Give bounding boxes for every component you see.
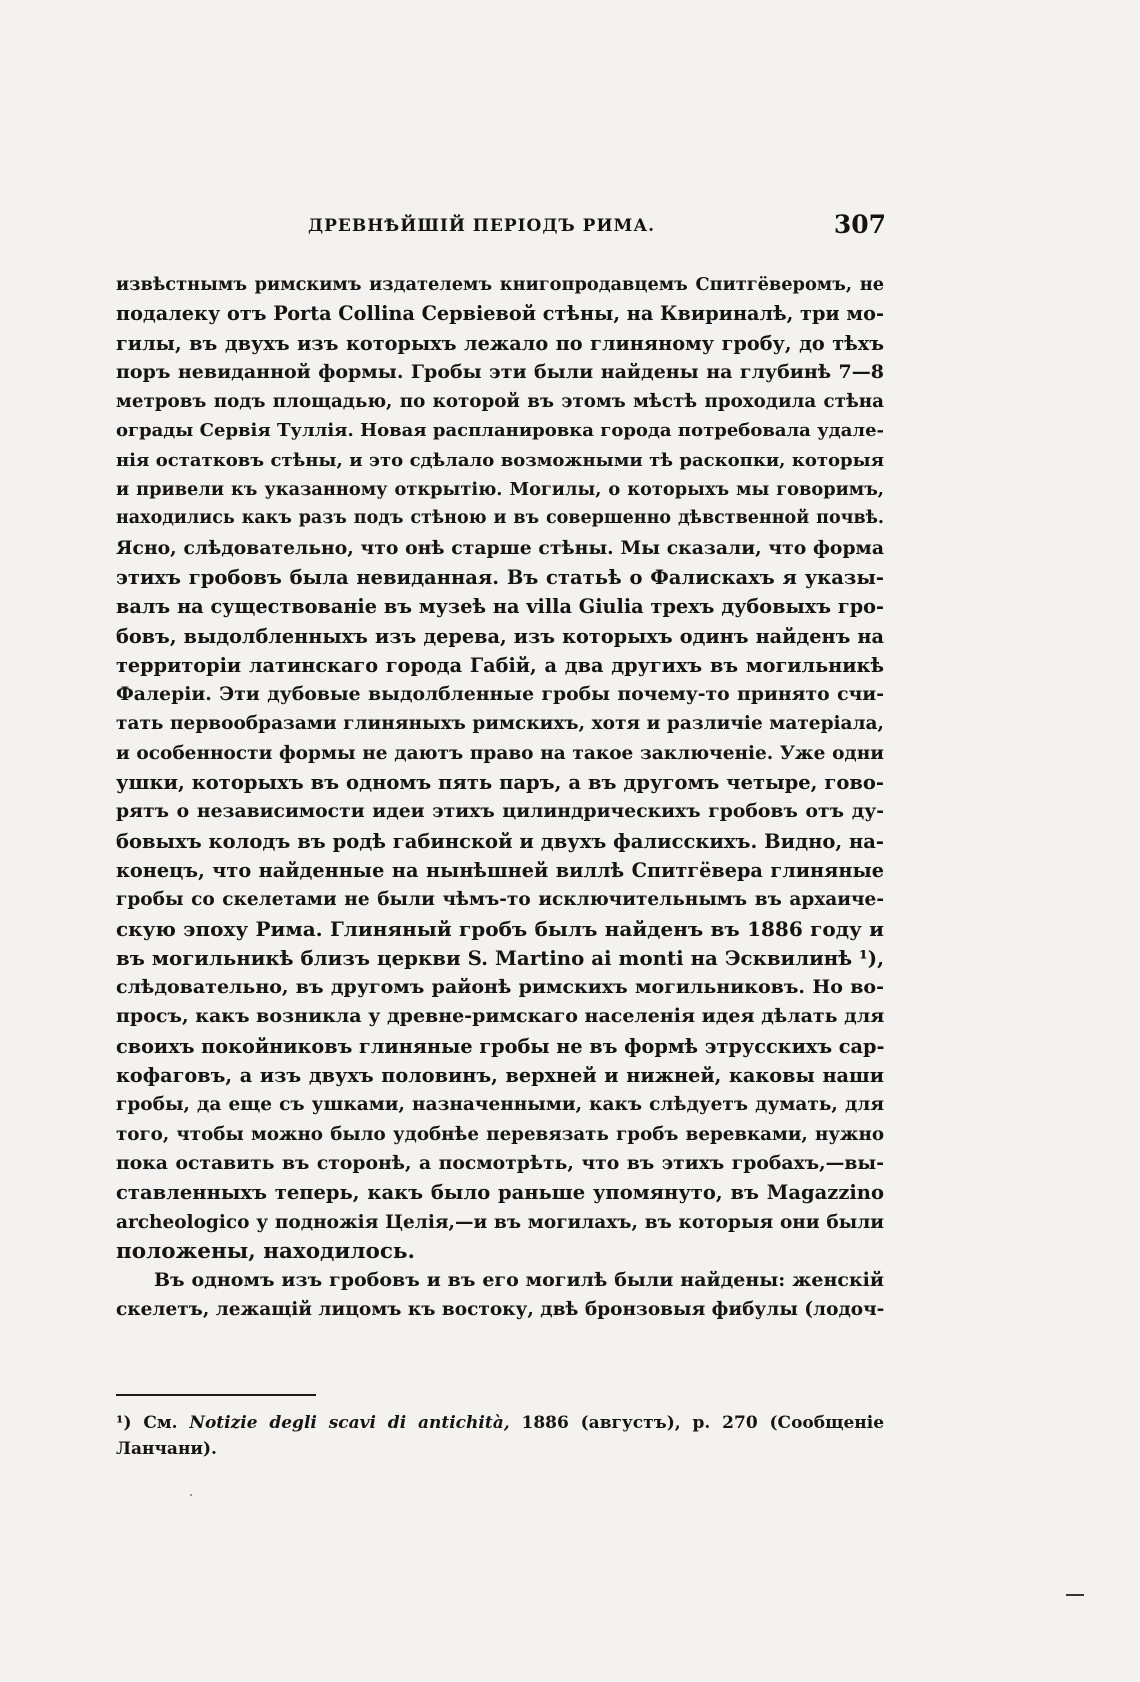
text-line: гилы, въ двухъ изъ которыхъ лежало по глиняному гробу, до тѣхъ — [116, 331, 884, 355]
text-line: ушки, которыхъ въ одномъ пять паръ, а въ другомъ четыре, гово- — [116, 771, 884, 795]
text-line: конецъ, что найденные на нынѣшней виллѣ Спитгёвера глиняные — [116, 858, 884, 882]
text-line: этихъ гробовъ была невиданная. Въ статьѣ о Фалискахъ я указы- — [116, 565, 884, 589]
text-line: того, чтобы можно было удобнѣе перевязать гробъ веревками, нужно — [116, 1123, 884, 1145]
footnote-line-2: Ланчани). — [116, 1439, 217, 1459]
text-line: archeologico у подножія Целія,—и въ могилахъ, въ которыя они были — [116, 1211, 884, 1233]
text-line: Въ одномъ изъ гробовъ и въ его могилѣ были найдены: женскій — [154, 1269, 884, 1292]
text-line: скелетъ, лежащій лицомъ къ востоку, двѣ бронзовыя фибулы (лодоч- — [116, 1299, 885, 1321]
text-line: бовъ, выдолбленныхъ изъ дерева, изъ которыхъ одинъ найденъ на — [116, 624, 884, 648]
text-line: поръ невиданной формы. Гробы эти были найдены на глубинѣ 7—8 — [116, 360, 884, 383]
text-line: Фалеріи. Эти дубовые выдолбленные гробы почему-то принято счи- — [116, 683, 884, 706]
footnote-rule — [116, 1394, 316, 1396]
text-line: ставленныхъ теперь, какъ было раньше упомянуто, въ Magazzino — [116, 1181, 884, 1205]
text-line: подалеку отъ Porta Collina Сервіевой стѣны, на Квириналѣ, три мо- — [116, 302, 884, 326]
text-line: метровъ подъ площадью, по которой въ этомъ мѣстѣ проходила стѣна — [116, 391, 884, 413]
text-line: валъ на существованіе въ музеѣ на villa Giulia трехъ дубовыхъ гро- — [116, 595, 884, 619]
text-line: ограды Сервія Туллія. Новая распланировка города потребовала удале- — [116, 420, 884, 442]
text-line: слѣдовательно, въ другомъ районѣ римскихъ могильниковъ. Но во- — [116, 976, 884, 999]
margin-dash — [1066, 1594, 1084, 1596]
text-line: положены, находилось. — [116, 1238, 415, 1264]
scan-speck — [190, 1494, 192, 1496]
page-number: 307 — [833, 210, 886, 239]
text-line: гробы, да еще съ ушками, назначенными, какъ слѣдуетъ думать, для — [116, 1094, 884, 1116]
text-line: находились какъ разъ подъ стѣною и въ совершенно дѣвственной почвѣ. — [116, 508, 884, 529]
text-line: просъ, какъ возникла у древне-римскаго населенія идея дѣлать для — [116, 1005, 885, 1028]
text-line: тать первообразами глиняныхъ римскихъ, хотя и различіе матеріала, — [116, 713, 884, 735]
text-line: пока оставить въ сторонѣ, а посмотрѣть, что въ этихъ гробахъ,—вы- — [116, 1151, 884, 1174]
text-line: рятъ о независимости идеи этихъ цилиндрическихъ гробовъ отъ ду- — [116, 800, 884, 823]
footnote — [116, 1410, 884, 1462]
text-line: кофаговъ, а изъ двухъ половинъ, верхней и нижней, каковы наши — [116, 1064, 884, 1088]
footnote-citation: 1886 (августъ), p. 270 (Сообщеніе — [521, 1413, 885, 1433]
text-line: и особенности формы не даютъ право на такое заключеніе. Уже одни — [116, 742, 884, 764]
text-line: нія остатковъ стѣны, и это сдѣлало возможными тѣ раскопки, которыя — [116, 449, 884, 471]
text-line: извѣстнымъ римскимъ издателемъ книгопродавцемъ Спитгёверомъ, не — [116, 274, 884, 295]
running-title: ДРЕВНѢЙШІЙ ПЕРІОДЪ РИМА. — [308, 216, 656, 236]
text-line: скую эпоху Рима. Глиняный гробъ былъ найденъ въ 1886 году и — [116, 916, 884, 941]
text-line: въ могильникѣ близъ церкви S. Martino ai monti на Эсквилинѣ ¹), — [116, 945, 884, 970]
text-line: гробы со скелетами не были чѣмъ-то исключительнымъ въ архаиче- — [116, 889, 884, 911]
page-header — [118, 210, 886, 250]
text-line: Ясно, слѣдовательно, что онѣ старше стѣны. Мы сказали, что форма — [116, 536, 884, 559]
text-line: бовыхъ колодъ въ родѣ габинской и двухъ фалисскихъ. Видно, на- — [116, 829, 884, 853]
footnote-prefix: См. — [143, 1413, 178, 1433]
text-line: своихъ покойниковъ глиняные гробы не въ формѣ этрусскихъ сар- — [116, 1034, 885, 1058]
text-line: территоріи латинскаго города Габій, а два другихъ въ могильникѣ — [116, 653, 884, 677]
body-text — [116, 270, 884, 1325]
footnote-marker: ¹) — [116, 1413, 132, 1433]
footnote-source-title: Notizie degli scavi di antichità, — [189, 1413, 510, 1433]
text-line: и привели къ указанному открытію. Могилы, о которыхъ мы говоримъ, — [116, 479, 884, 501]
